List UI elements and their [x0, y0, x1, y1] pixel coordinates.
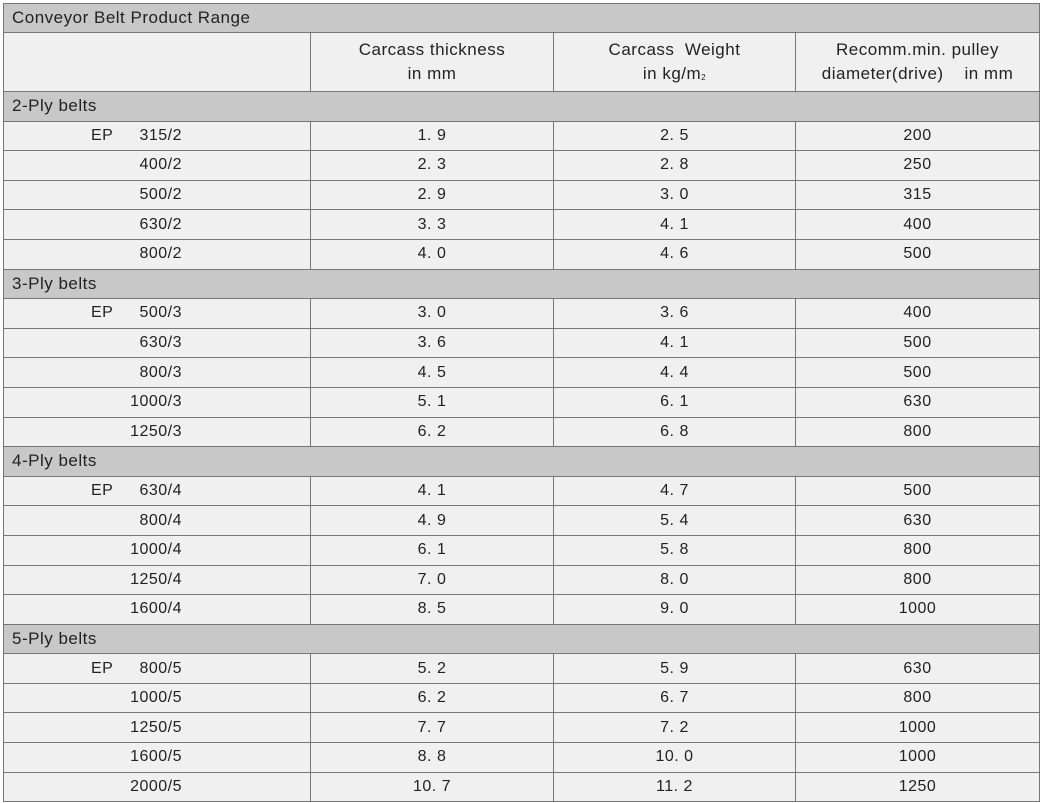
pulley-diameter-cell: 200: [796, 121, 1040, 151]
table-row: [4, 654, 1040, 684]
carcass-weight-cell: 10. 0: [554, 743, 796, 773]
carcass-thickness-cell: 1. 9: [311, 121, 554, 151]
carcass-thickness-cell: 6. 1: [311, 535, 554, 565]
carcass-weight-cell: 4. 1: [554, 210, 796, 240]
header-carcass-weight-unit: in kg/m: [642, 64, 702, 83]
table-row: [4, 595, 1040, 625]
table-row: [4, 151, 1040, 181]
belt-code: 800/3: [139, 363, 182, 381]
carcass-weight-cell: 3. 0: [554, 180, 796, 210]
carcass-thickness-cell: 4. 0: [311, 239, 554, 269]
carcass-weight-cell: 3. 6: [554, 299, 796, 329]
table-row: [4, 535, 1040, 565]
pulley-diameter-cell: 800: [796, 417, 1040, 447]
belt-type-cell: [4, 772, 311, 802]
header-carcass-weight-line2: [554, 62, 795, 86]
carcass-thickness-cell: 8. 8: [311, 743, 554, 773]
belt-type-cell: [4, 565, 311, 595]
product-range-table: [3, 3, 1040, 802]
pulley-diameter-cell: 800: [796, 535, 1040, 565]
belt-type-cell: [4, 654, 311, 684]
pulley-diameter-cell: 630: [796, 654, 1040, 684]
group-label: 2-Ply belts: [4, 92, 1040, 122]
belt-type-cell: [4, 121, 311, 151]
carcass-weight-cell: 6. 1: [554, 387, 796, 417]
title-row: [4, 4, 1040, 33]
belt-type-cell: [4, 713, 311, 743]
belt-type-cell: [4, 743, 311, 773]
belt-code: 2000/5: [130, 777, 182, 795]
table-row: [4, 506, 1040, 536]
table-row: [4, 565, 1040, 595]
table-row: [4, 210, 1040, 240]
carcass-thickness-cell: 3. 6: [311, 328, 554, 358]
carcass-thickness-cell: 6. 2: [311, 683, 554, 713]
table-row: [4, 180, 1040, 210]
belt-prefix: EP: [91, 659, 114, 677]
group-label: 5-Ply belts: [4, 624, 1040, 654]
pulley-diameter-cell: 250: [796, 151, 1040, 181]
belt-code: 315/2: [139, 126, 182, 144]
belt-code: 1000/3: [130, 393, 182, 411]
product-range-table-container: [3, 3, 1039, 802]
belt-code: 630/3: [139, 334, 182, 352]
header-carcass-weight-line1: Carcass Weight: [608, 40, 741, 59]
header-carcass-thickness-line1: Carcass thickness: [358, 40, 506, 59]
pulley-diameter-cell: 400: [796, 299, 1040, 329]
carcass-weight-cell: 5. 8: [554, 535, 796, 565]
pulley-diameter-cell: 800: [796, 565, 1040, 595]
carcass-weight-cell: 4. 7: [554, 476, 796, 506]
pulley-diameter-cell: 400: [796, 210, 1040, 240]
group-row: [4, 624, 1040, 654]
carcass-thickness-cell: 4. 1: [311, 476, 554, 506]
belt-code: 630/2: [139, 215, 182, 233]
belt-type-cell: [4, 417, 311, 447]
table-row: [4, 713, 1040, 743]
header-carcass-thickness: [311, 33, 554, 92]
table-row: [4, 121, 1040, 151]
belt-code: 400/2: [139, 156, 182, 174]
header-pulley-diameter-line2: diameter(drive) in mm: [821, 64, 1014, 83]
group-row: [4, 447, 1040, 477]
pulley-diameter-cell: 500: [796, 328, 1040, 358]
carcass-weight-cell: 5. 4: [554, 506, 796, 536]
pulley-diameter-cell: 500: [796, 239, 1040, 269]
header-carcass-weight-superscript: 2: [701, 73, 707, 82]
pulley-diameter-cell: 630: [796, 506, 1040, 536]
belt-type-cell: [4, 210, 311, 240]
table-row: [4, 417, 1040, 447]
pulley-diameter-cell: 630: [796, 387, 1040, 417]
carcass-weight-cell: 11. 2: [554, 772, 796, 802]
carcass-thickness-cell: 4. 5: [311, 358, 554, 388]
belt-type-cell: [4, 595, 311, 625]
belt-code: 1600/5: [130, 748, 182, 766]
pulley-diameter-cell: 500: [796, 358, 1040, 388]
table-row: [4, 772, 1040, 802]
belt-code: 630/4: [139, 482, 182, 500]
belt-type-cell: [4, 535, 311, 565]
belt-type-cell: [4, 328, 311, 358]
pulley-diameter-cell: 1250: [796, 772, 1040, 802]
belt-type-cell: [4, 683, 311, 713]
header-carcass-weight: [554, 33, 796, 92]
carcass-thickness-cell: 4. 9: [311, 506, 554, 536]
belt-code: 800/4: [139, 511, 182, 529]
belt-prefix: EP: [91, 126, 114, 144]
table-row: [4, 299, 1040, 329]
carcass-thickness-cell: 7. 7: [311, 713, 554, 743]
pulley-diameter-cell: 500: [796, 476, 1040, 506]
header-pulley-diameter: [796, 33, 1040, 92]
carcass-weight-cell: 8. 0: [554, 565, 796, 595]
pulley-diameter-cell: 1000: [796, 595, 1040, 625]
carcass-weight-cell: 2. 8: [554, 151, 796, 181]
belt-code: 1250/4: [130, 570, 182, 588]
table-row: [4, 683, 1040, 713]
table-row: [4, 358, 1040, 388]
belt-prefix: EP: [91, 482, 114, 500]
belt-type-cell: [4, 506, 311, 536]
belt-type-cell: [4, 387, 311, 417]
carcass-weight-cell: 9. 0: [554, 595, 796, 625]
carcass-thickness-cell: 3. 3: [311, 210, 554, 240]
table-row: [4, 239, 1040, 269]
belt-code: 500/2: [139, 186, 182, 204]
carcass-thickness-cell: 10. 7: [311, 772, 554, 802]
belt-code: 800/2: [139, 245, 182, 263]
belt-type-cell: [4, 180, 311, 210]
carcass-weight-cell: 7. 2: [554, 713, 796, 743]
belt-code: 1250/3: [130, 422, 182, 440]
pulley-diameter-cell: 315: [796, 180, 1040, 210]
carcass-thickness-cell: 5. 1: [311, 387, 554, 417]
table-row: [4, 743, 1040, 773]
pulley-diameter-cell: 800: [796, 683, 1040, 713]
belt-type-cell: [4, 299, 311, 329]
belt-prefix: EP: [91, 304, 114, 322]
belt-type-cell: [4, 476, 311, 506]
carcass-weight-cell: 4. 1: [554, 328, 796, 358]
belt-code: 1600/4: [130, 600, 182, 618]
carcass-thickness-cell: 8. 5: [311, 595, 554, 625]
pulley-diameter-cell: 1000: [796, 743, 1040, 773]
header-row: [4, 33, 1040, 92]
table-row: [4, 328, 1040, 358]
pulley-diameter-cell: 1000: [796, 713, 1040, 743]
belt-type-cell: [4, 239, 311, 269]
belt-code: 1000/4: [130, 541, 182, 559]
header-empty-cell: [4, 33, 311, 92]
carcass-thickness-cell: 2. 9: [311, 180, 554, 210]
table-title: Conveyor Belt Product Range: [4, 4, 1040, 33]
group-label: 4-Ply belts: [4, 447, 1040, 477]
carcass-thickness-cell: 6. 2: [311, 417, 554, 447]
group-row: [4, 92, 1040, 122]
group-row: [4, 269, 1040, 299]
carcass-weight-cell: 6. 7: [554, 683, 796, 713]
table-row: [4, 476, 1040, 506]
group-label: 3-Ply belts: [4, 269, 1040, 299]
carcass-thickness-cell: 5. 2: [311, 654, 554, 684]
carcass-weight-cell: 2. 5: [554, 121, 796, 151]
carcass-thickness-cell: 2. 3: [311, 151, 554, 181]
belt-code: 1250/5: [130, 718, 182, 736]
belt-type-cell: [4, 151, 311, 181]
carcass-weight-cell: 5. 9: [554, 654, 796, 684]
carcass-thickness-cell: 7. 0: [311, 565, 554, 595]
header-carcass-thickness-line2: in mm: [407, 64, 457, 83]
table-row: [4, 387, 1040, 417]
belt-code: 800/5: [139, 659, 182, 677]
belt-code: 1000/5: [130, 689, 182, 707]
belt-type-cell: [4, 358, 311, 388]
carcass-weight-cell: 4. 6: [554, 239, 796, 269]
carcass-weight-cell: 6. 8: [554, 417, 796, 447]
carcass-thickness-cell: 3. 0: [311, 299, 554, 329]
carcass-weight-cell: 4. 4: [554, 358, 796, 388]
belt-code: 500/3: [139, 304, 182, 322]
header-pulley-diameter-line1: Recomm.min. pulley: [836, 40, 1000, 59]
